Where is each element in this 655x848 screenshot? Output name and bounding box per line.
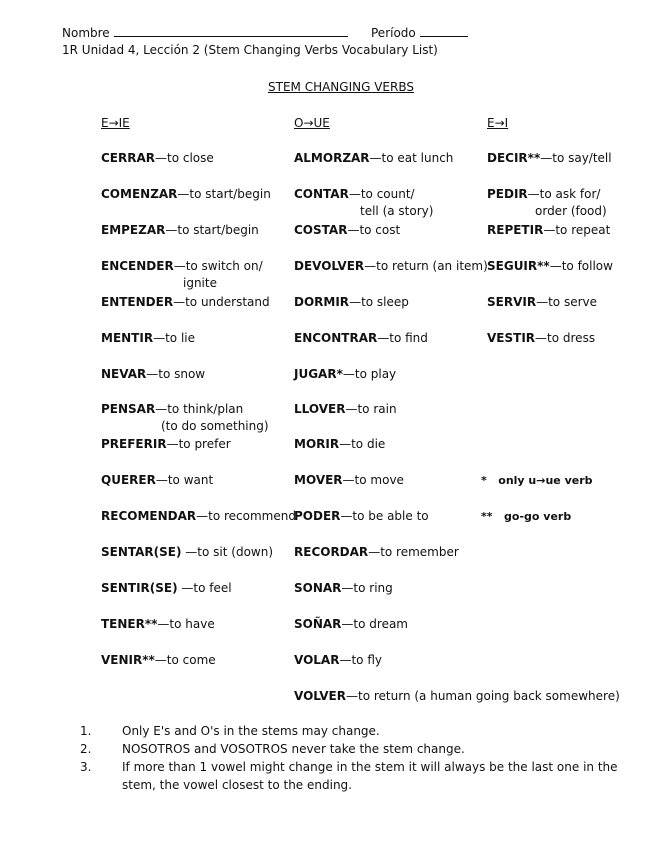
footnote-single-star: * only u→ue verb [481,474,593,487]
name-blank[interactable] [114,26,348,37]
period-blank[interactable] [420,26,468,37]
rule-item: 3. If more than 1 vowel might change in the stem it will always be the last one in the stem, the vowel closest to the ending. [80,760,618,792]
list-item: COMENZAR—to start/begin [101,187,271,201]
list-item: SOÑAR—to dream [294,617,408,631]
rule-item: 1. Only E's and O's in the stems may change. [80,724,380,738]
list-item: QUERER—to want [101,473,214,487]
list-item: CERRAR—to close [101,151,214,165]
list-item: CONTAR—to count/ tell (a story) [294,187,434,218]
page-title: STEM CHANGING VERBS [268,80,414,94]
list-item: LLOVER—to rain [294,402,397,416]
heading-e-i: E→I [487,116,509,130]
heading-o-ue: O→UE [294,116,330,130]
list-item: SENTIR(SE) —to feel [101,581,232,595]
list-item: EMPEZAR—to start/begin [101,223,259,237]
list-item: SERVIR—to serve [487,295,597,309]
list-item: SONAR—to ring [294,581,393,595]
list-item: VOLVER—to return (a human going back somewhere) [294,689,620,703]
name-line [62,26,348,40]
list-item: COSTAR—to cost [294,223,401,237]
period-line [371,26,468,40]
list-item: MENTIR—to lie [101,331,195,345]
list-item: VENIR**—to come [101,653,216,667]
list-item: MORIR—to die [294,437,386,451]
list-item: PREFERIR—to prefer [101,437,231,451]
list-item: REPETIR—to repeat [487,223,611,237]
footnote-double-star: ** go-go verb [481,510,572,523]
list-item: VOLAR—to fly [294,653,382,667]
list-item: ENCENDER—to switch on/ ignite [101,259,263,290]
list-item: JUGAR*—to play [294,367,397,381]
list-item: ALMORZAR—to eat lunch [294,151,454,165]
rule-item: 2. NOSOTROS and VOSOTROS never take the stem change. [80,742,465,756]
list-item: DECIR**—to say/tell [487,151,612,165]
list-item: DORMIR—to sleep [294,295,409,309]
heading-e-ie: E→IE [101,116,130,130]
list-item: PEDIR—to ask for/ order (food) [487,187,607,218]
subtitle: 1R Unidad 4, Lección 2 (Stem Changing Verbs Vocabulary List) [62,43,438,57]
list-item: RECOMENDAR—to recommend [101,509,296,523]
list-item: MOVER—to move [294,473,404,487]
rules-list [80,722,625,794]
list-item: NEVAR—to snow [101,367,206,381]
list-item: DEVOLVER—to return (an item) [294,259,488,273]
list-item: PENSAR—to think/plan (to do something) [101,402,269,433]
list-item: PODER—to be able to [294,509,429,523]
list-item: ENCONTRAR—to find [294,331,428,345]
list-item: ENTENDER—to understand [101,295,270,309]
list-item: SEGUIR**—to follow [487,259,613,273]
list-item: VESTIR—to dress [487,331,596,345]
period-label: Período [371,26,416,40]
list-item: SENTAR(SE) —to sit (down) [101,545,274,559]
name-label: Nombre [62,26,110,40]
list-item: RECORDAR—to remember [294,545,459,559]
list-item: TENER**—to have [101,617,215,631]
